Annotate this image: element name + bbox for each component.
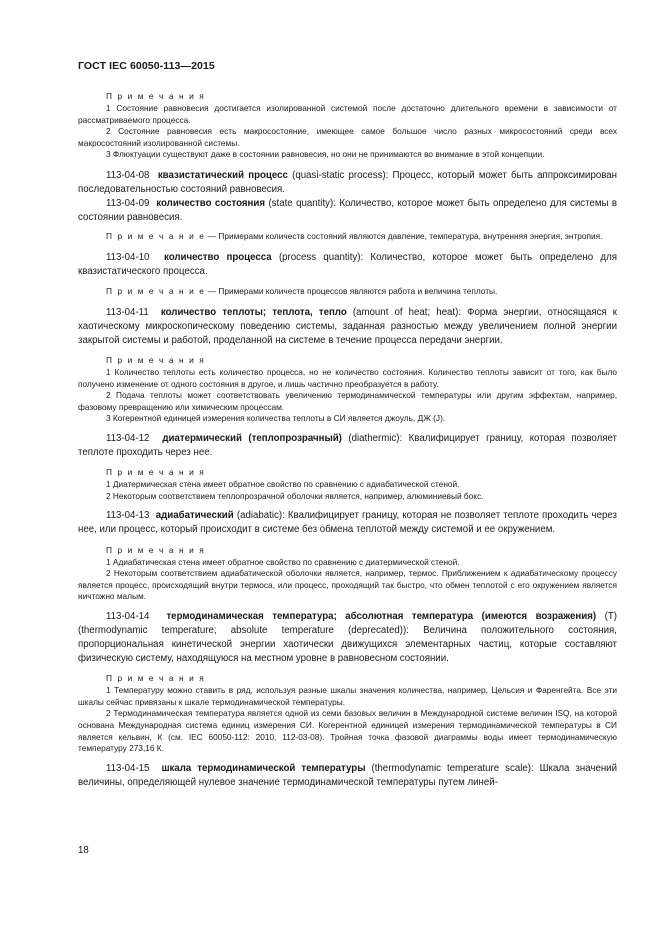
note-item: 1 Температуру можно ставить в ряд, используя разные шкалы значения количества, например, Цельсия и Фаренгейта. Все эти шкалы сейчас привязаны к шкале термодинамической температуры. — [78, 685, 617, 707]
term-definition: (thermodynamic temperature scale): Шкала значений величины, определяющей нулевое значение термодинамической температуры путем линей- — [78, 762, 617, 788]
term-definition: (amount of heat; heat): Форма энергии, относящаяся к хаотическому микроскопическому поведению системы, заданная разностью между увеличением полной энергии закрытой системы и работой, проделанной на системе в течение процесса передачи энергии. — [78, 306, 617, 346]
notes-label: П р и м е ч а н и я — [106, 91, 206, 101]
note-113-04-09 — [78, 231, 617, 243]
term-name: шкала термодинамической температуры — [161, 762, 366, 774]
term-name: диатермический (теплопрозрачный) — [162, 432, 342, 444]
term-number: 113-04-09 — [106, 198, 150, 210]
term-number: 113-04-08 — [106, 169, 150, 181]
note-text: — Примерами количеств процессов являются работа и величина теплоты. — [207, 286, 498, 297]
note-text: — Примерами количеств состояний являются давление, температура, внутренняя энергия, энтропия. — [207, 231, 603, 242]
document-header: ГОСТ IEC 60050-113—2015 — [78, 60, 215, 72]
notes-label: П р и м е ч а н и я — [106, 673, 206, 684]
term-name: квазистатический процесс — [157, 169, 288, 181]
note-label: П р и м е ч а н и е — [106, 231, 206, 242]
note-item: 2 Термодинамическая температура является одной из семи базовых величин в Международной системе величин ISQ, на которой основана Международная система единиц измерения СИ. Когерентной единицей измерения термодинамической температуры в СИ является кельвин, К (см. IEC 60050-112: 2010, 112-03-08). Тройная точка фазовой диаграммы воды имеет термодинамическую температуру 273,16 К. — [78, 708, 617, 754]
term-name: количество состояния — [156, 198, 266, 210]
term-name: количество теплоты; теплота, тепло — [160, 306, 347, 318]
term-entry-113-04-12 — [78, 432, 617, 460]
term-name: термодинамическая температура; абсолютная температура (имеются возражения) — [166, 610, 597, 622]
term-definition: (T) (thermodynamic temperature; absolute temperature (deprecated)): Величина положительного состояния, пропорциональная кинетической энергии хаотически движущихся элементарных частиц, которые составляют физическую систему, находящуюся на местном уровне в равновесном состоянии. — [78, 610, 617, 665]
term-number: 113-04-15 — [106, 762, 150, 774]
term-entry-113-04-11 — [78, 306, 617, 348]
term-number: 113-04-14 — [106, 610, 150, 622]
term-number: 113-04-12 — [106, 432, 150, 444]
term-name: адиабатический — [155, 510, 234, 522]
note-item: 2 Некоторым соответствием адиабатической оболочки является, например, термос. Приближением к адиабатическому процессу является процесс, происходящий внутри термоса, или процесс, проходящий так быстро, что обмен теплотой с его окружением является ничтожно малым. — [78, 568, 617, 602]
note-item: 2 Состояние равновесия есть макросостояние, имеющее самое большое число разных микросостояний среди всех макросостояний изолированной системы. — [78, 126, 617, 148]
note-item: 3 Флюктуации существуют даже в состоянии равновесия, но они не принимаются во внимание в этой концепции. — [106, 149, 545, 160]
term-entry-113-04-13 — [78, 509, 617, 537]
term-entry-113-04-15 — [78, 762, 617, 790]
term-entry-113-04-14 — [78, 610, 617, 666]
term-definition: (diathermic): Квалифицирует границу, которая позволяет теплоте проходить через нее. — [78, 432, 617, 459]
term-number: 113-04-11 — [106, 306, 149, 318]
note-item: 1 Диатермическая стена имеет обратное свойство по сравнению с адиабатической стеной. — [106, 479, 460, 490]
term-definition: (adiabatic): Квалифицирует границу, которая не позволяет теплоте проходить через нее, или процесс, который происходит в системе без обмена теплотой между системой и ее окружением. — [78, 510, 617, 536]
note-item: 1 Адиабатическая стена имеет обратное свойство по сравнению с диатермической стеной. — [106, 556, 460, 567]
term-entry-113-04-09 — [78, 197, 617, 225]
note-item: 2 Некоторым соответствием теплопрозрачной оболочки является, например, алюминиевый бокс. — [106, 490, 484, 501]
page-body — [78, 91, 617, 790]
notes-label: П р и м е ч а н и я — [106, 355, 206, 365]
note-item: 1 Количество теплоты есть количество процесса, но не количество состояния. Количество теплоты зависит от того, как было получено изменение от одного состояния в другое, и лишь частично преобразуется в работу. — [78, 367, 617, 389]
term-number: 113-04-13 — [106, 510, 150, 522]
term-entry-113-04-10 — [78, 251, 617, 279]
term-definition: (process quantity): Количество, которое может быть определено для квазистатического процесса. — [78, 251, 617, 278]
term-definition: (quasi-static process): Процесс, который может быть аппроксимирован последовательностью состояний равновесия. — [78, 169, 617, 196]
note-item: 3 Когерентной единицей измерения количества теплоты в СИ является джоуль, ДЖ (J). — [106, 413, 446, 424]
notes-label: П р и м е ч а н и я — [106, 467, 206, 478]
term-name: количество процесса — [163, 251, 272, 263]
term-entry-113-04-08 — [78, 169, 617, 197]
note-label: П р и м е ч а н и е — [106, 286, 206, 297]
note-item: 1 Состояние равновесия достигается изолированной системой после достаточно длительного времени в зависимости от рассматриваемого процесса. — [78, 103, 617, 125]
term-number: 113-04-10 — [106, 251, 150, 263]
term-definition: (state quantity): Количество, которое может быть определено для системы в состоянии равновесия. — [78, 198, 617, 224]
note-113-04-10 — [78, 286, 617, 298]
notes-label: П р и м е ч а н и я — [106, 544, 206, 555]
page-number: 18 — [78, 845, 89, 856]
note-item: 2 Подача теплоты может соответствовать увеличению термодинамической температуры или другим эффектам, например, фазовому превращению или химическим процессам. — [78, 390, 617, 412]
